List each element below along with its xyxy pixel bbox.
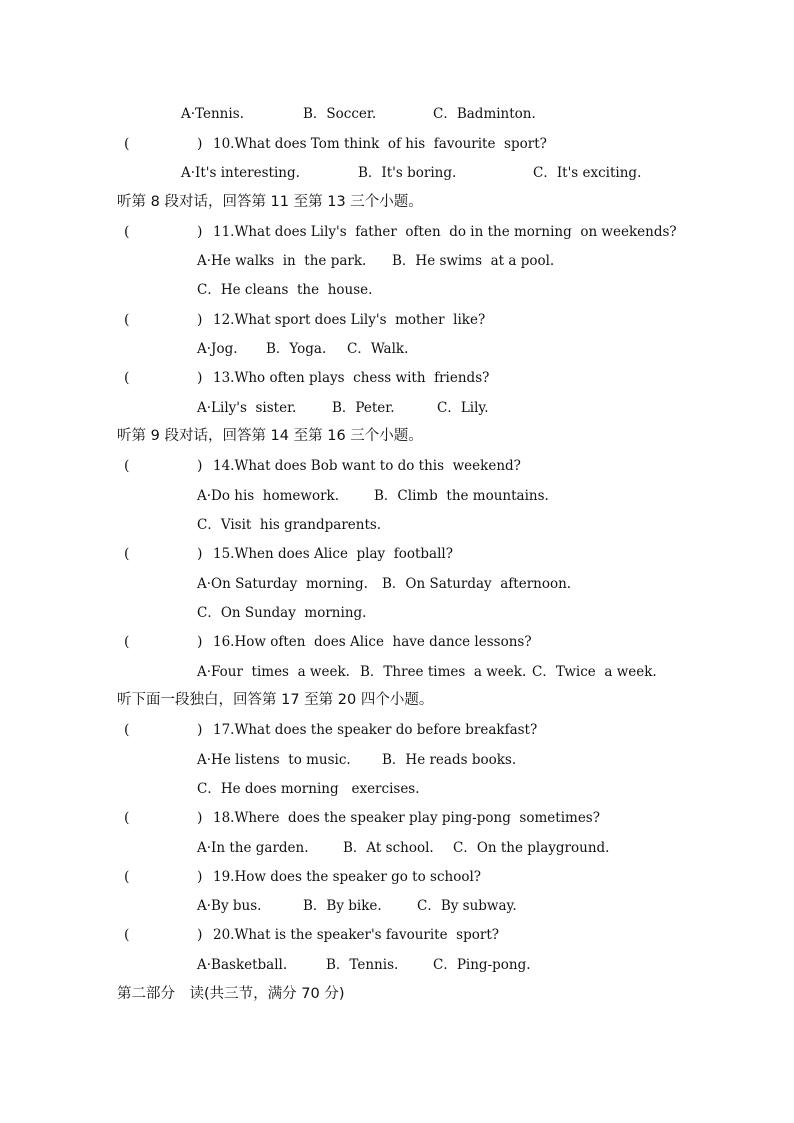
q14-option-c: C．Visit his grandparents. [197,517,382,533]
q11-option-b: B．He swims at a pool. [392,253,555,269]
answer-blank-close: ) [197,224,203,240]
answer-blank-open: ( [124,136,130,152]
q9-option-b: B．Soccer. [303,106,377,122]
answer-blank-close: ) [197,869,203,885]
q18-option-a: A·In the garden. [197,840,309,856]
question-12: 12.What sport does Lily's mother like? [213,312,486,328]
q13-option-a: A·Lily's sister. [197,400,297,416]
answer-blank-open: ( [124,722,130,738]
part-two-heading: 第二部分 读(共三节，满分 70 分) [117,986,345,1002]
q13-option-b: B．Peter. [332,400,395,416]
question-18: 18.Where does the speaker play ping-pong sometimes? [213,810,600,826]
q18-option-c: C．On the playground. [453,840,610,856]
answer-blank-close: ) [197,634,203,650]
q9-option-a: A·Tennis. [181,106,244,122]
q16-option-b: B．Three times a week. [360,664,527,680]
question-14: 14.What does Bob want to do this weekend? [213,458,521,474]
q11-option-c: C．He cleans the house. [197,282,373,298]
q12-option-c: C．Walk. [347,341,409,357]
answer-blank-close: ) [197,136,203,152]
answer-blank-open: ( [124,370,130,386]
q10-option-b: B．It's boring. [358,165,457,181]
answer-blank-close: ) [197,312,203,328]
answer-blank-close: ) [197,370,203,386]
answer-blank-open: ( [124,869,130,885]
question-15: 15.When does Alice play football? [213,546,453,562]
answer-blank-close: ) [197,458,203,474]
answer-blank-open: ( [124,927,130,943]
section-heading-9: 听第 9 段对话，回答第 14 至第 16 三个小题。 [117,428,423,444]
question-16: 16.How often does Alice have dance lessons? [213,634,532,650]
question-17: 17.What does the speaker do before breakfast? [213,722,538,738]
answer-blank-open: ( [124,546,130,562]
answer-blank-close: ) [197,927,203,943]
q15-option-c: C．On Sunday morning. [197,605,367,621]
answer-blank-open: ( [124,634,130,650]
q14-option-a: A·Do his homework. [197,488,340,504]
answer-blank-open: ( [124,810,130,826]
q17-option-a: A·He listens to music. [197,752,351,768]
q16-option-a: A·Four times a week. [197,664,350,680]
q19-option-c: C．By subway. [417,898,517,914]
answer-blank-open: ( [124,312,130,328]
q18-option-b: B．At school. [343,840,434,856]
q11-option-a: A·He walks in the park. [197,253,367,269]
q14-option-b: B．Climb the mountains. [374,488,549,504]
q13-option-c: C．Lily. [437,400,489,416]
question-11: 11.What does Lily's father often do in the morning on weekends? [213,224,677,240]
q20-option-c: C．Ping-pong. [433,957,531,973]
q10-option-a: A·It's interesting. [181,165,300,181]
q9-option-c: C．Badminton. [433,106,536,122]
question-20: 20.What is the speaker's favourite sport? [213,927,499,943]
question-10: 10.What does Tom think of his favourite sport? [213,136,547,152]
section-heading-8: 听第 8 段对话，回答第 11 至第 13 三个小题。 [117,194,423,210]
q12-option-a: A·Jog. [197,341,238,357]
q12-option-b: B．Yoga. [266,341,327,357]
answer-blank-close: ) [197,546,203,562]
q19-option-a: A·By bus. [197,898,262,914]
section-heading-monologue: 听下面一段独白，回答第 17 至第 20 四个小题。 [117,692,434,708]
q10-option-c: C．It's exciting. [533,165,642,181]
question-19: 19.How does the speaker go to school? [213,869,482,885]
question-13: 13.Who often plays chess with friends? [213,370,490,386]
q16-option-c: C．Twice a week. [532,664,657,680]
answer-blank-close: ) [197,722,203,738]
answer-blank-open: ( [124,224,130,240]
q17-option-c: C．He does morning exercises. [197,781,420,797]
q19-option-b: B．By bike. [303,898,382,914]
answer-blank-open: ( [124,458,130,474]
q15-option-b: B．On Saturday afternoon. [382,576,572,592]
answer-blank-close: ) [197,810,203,826]
q20-option-a: A·Basketball. [197,957,288,973]
q20-option-b: B．Tennis. [326,957,399,973]
q15-option-a: A·On Saturday morning. [197,576,368,592]
q17-option-b: B．He reads books. [382,752,517,768]
